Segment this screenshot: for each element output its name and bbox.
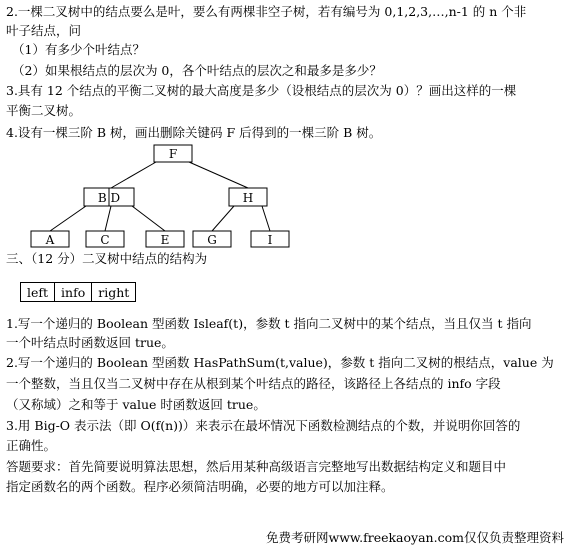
q2-sub2: （2）如果根结点的层次为 0，各个叶结点的层次之和最多是多少？ bbox=[12, 63, 382, 78]
task2-line3: （又称域）之和等于 value 时函数返回 true。 bbox=[6, 397, 266, 412]
q2-line2: 叶子结点，问 bbox=[6, 23, 82, 38]
q2-line1: 2.一棵二叉树中的结点要么是叶，要么有两棵非空子树，若有编号为 0,1,2,3,…,n-1 的 n 个非 bbox=[6, 4, 527, 19]
q2-sub1: （1）有多少个叶结点？ bbox=[12, 42, 145, 57]
btree-leaf-label: E bbox=[160, 233, 170, 247]
edge-root-left bbox=[111, 162, 156, 188]
btree-h-label: H bbox=[242, 191, 254, 205]
section3-title: 三、（12 分）二叉树中结点的结构为 bbox=[6, 251, 208, 266]
btree-leaf-label: C bbox=[100, 233, 110, 247]
btree-leaf-label: G bbox=[207, 233, 217, 247]
edge-h-i bbox=[262, 206, 270, 231]
task2-line2: 一个整数，当且仅当二叉树中存在从根到某个叶结点的路径，该路径上各结点的 info 字段 bbox=[6, 376, 501, 391]
btree-leaf-e bbox=[146, 231, 184, 247]
btree-leaf-c bbox=[86, 231, 124, 247]
btree-node-root bbox=[154, 145, 192, 162]
edge-bd-c bbox=[105, 206, 111, 231]
requirement-line1: 答题要求：首先简要说明算法思想，然后用某种高级语言完整地写出数据结构定义和题目中 bbox=[6, 459, 507, 474]
edge-bd-e bbox=[132, 206, 165, 231]
footer-source: 免费考研网www.freekaoyan.com仅仅负责整理资料 bbox=[266, 530, 564, 545]
q3-line2: 平衡二叉树。 bbox=[6, 103, 82, 118]
task3-line2: 正确性。 bbox=[6, 438, 57, 453]
requirement-line2: 指定函数名的两个函数。程序必须简洁明确，必要的地方可以加注释。 bbox=[6, 479, 394, 494]
task2-line1: 2.写一个递归的 Boolean 型函数 HasPathSum(t,value)，参数 t 指向二叉树的根结点，value 为 bbox=[6, 355, 554, 370]
field-info: info bbox=[55, 283, 92, 302]
field-left: left bbox=[21, 283, 55, 302]
task1-line2: 一个叶结点时函数返回 true。 bbox=[6, 335, 174, 350]
btree-node-bd bbox=[84, 188, 134, 206]
edge-h-g bbox=[212, 206, 234, 231]
btree-leaf-label: A bbox=[45, 233, 55, 247]
q3-line1: 3.具有 12 个结点的平衡二叉树的最大高度是多少（设根结点的层次为 0）？画出这样的一棵 bbox=[6, 83, 517, 98]
edge-bd-a bbox=[50, 206, 86, 231]
btree-node-h bbox=[229, 188, 267, 206]
btree-leaf-a bbox=[31, 231, 69, 247]
btree-leaf-g bbox=[193, 231, 231, 247]
btree-leaf-i bbox=[251, 231, 289, 247]
q4-line1: 4.设有一棵三阶 B 树，画出删除关键码 F 后得到的一棵三阶 B 树。 bbox=[6, 125, 382, 140]
btree-leaf-label: I bbox=[267, 233, 273, 247]
field-right: right bbox=[92, 283, 136, 302]
task3-line1: 3.用 Big-O 表示法（即 O(f(n))）来表示在最坏情况下函数检测结点的个数，并说明你回答的 bbox=[6, 418, 521, 433]
node-structure-table bbox=[20, 282, 136, 302]
btree-bd-label: B D bbox=[97, 191, 121, 205]
btree-root-label: F bbox=[168, 147, 178, 161]
task1-line1: 1.写一个递归的 Boolean 型函数 Isleaf(t)，参数 t 指向二叉树中的某个结点，当且仅当 t 指向 bbox=[6, 316, 532, 331]
edge-root-right bbox=[189, 162, 248, 188]
